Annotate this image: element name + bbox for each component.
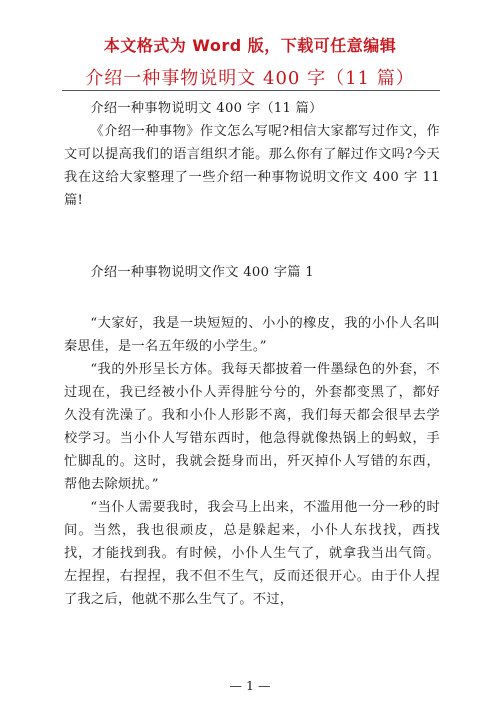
body-paragraph-3: “当仆人需要我时，我会马上出来，不滥用他一分一秒的时间。当然，我也很顽皮，总是躲起来，小仆人东找找，西找找，才能找到我。有时候，小仆人生气了，就拿我当出气筒。左捏捏，右捏捏，我不但不生气，反而还很开心。由于仆人捏了我之后，他就不那么生气了。不过，: [64, 500, 440, 607]
intro-title-line: 介绍一种事物说明文 400 字（11 篇）: [90, 101, 323, 116]
title-divider: [62, 90, 440, 91]
body-paragraph-1: “大家好，我是一块短短的、小小的橡皮，我的小仆人名叫秦思佳，是一名五年级的小学生。”: [64, 316, 440, 354]
document-title: 介绍一种事物说明文 400 字（11 篇）: [85, 68, 415, 89]
section-heading: 介绍一种事物说明文作文 400 字篇 1: [90, 265, 314, 280]
format-banner: 本文格式为 Word 版，下载可任意编辑: [103, 36, 397, 55]
section-body: [64, 312, 440, 611]
intro-paragraph: 《介绍一种事物》作文怎么写呢?相信大家都写过作文，作文可以提高我们的语言组织才能。那么你有了解过作文吗?今天我在这给大家整理了一些介绍一种事物说明文作文 400 字 11 篇!: [64, 124, 440, 208]
page-number: — 1 —: [229, 678, 271, 693]
section-heading-block: [64, 261, 440, 284]
intro-block: [64, 97, 440, 212]
body-paragraph-2: “我的外形呈长方体。我每天都披着一件墨绿色的外套，不过现在，我已经被小仆人弄得脏兮兮的，外套都变黑了，都好久没有洗澡了。我和小仆人形影不离，我们每天都会很早去学校学习。当小仆人写错东西时，他急得就像热锅上的蚂蚁，手忙脚乱的。这时，我就会挺身而出，歼灭掉仆人写错的东西，帮他去除烦扰。”: [64, 362, 440, 492]
